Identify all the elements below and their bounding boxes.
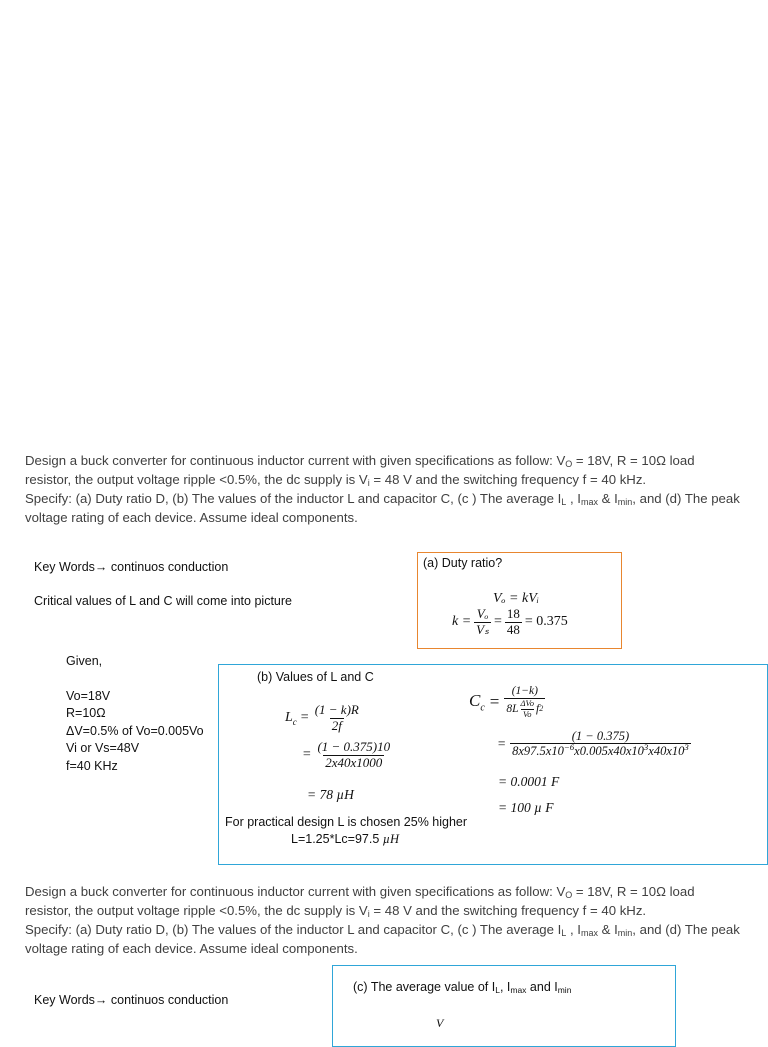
- problem-statement: [25, 451, 765, 527]
- lc-substitution: = $\frac{(1 - 0.375)10}{2x40x1000}$: [302, 739, 391, 770]
- duty-result: = 0.375: [524, 614, 568, 630]
- duty-ratio-title: (a) Duty ratio?: [423, 556, 503, 570]
- keywords-text: Key Words→ continuos conduction: [34, 560, 229, 574]
- given-label: Given,: [66, 654, 103, 668]
- problem-line-1: Design a buck converter for continuous inductor current with given specifications as follow: $V_O = 18V$, R = 10Ω load: [25, 884, 695, 900]
- lc-values-title: (b) Values of L and C: [257, 670, 374, 684]
- practical-note: For practical design L is chosen 25% higher: [225, 815, 468, 829]
- practical-value: L=1.25*Lc=97.5 µH: [291, 832, 399, 846]
- lc-values-box: [218, 664, 768, 865]
- given-item: R=10Ω: [66, 706, 106, 720]
- cc-result-2: = 100 µ F: [498, 800, 554, 815]
- given-block: [66, 653, 204, 775]
- duty-eq-1: Vₒ = kVᵢ: [493, 591, 539, 606]
- problem-line-3: Specify: (a) Duty ratio D, (b) The values of the inductor L and capacitor C, (c ) The average $I_L$ , $I_{max}$ & $I_{min}$, and (d) The peak: [25, 922, 740, 938]
- given-item: ΔV=0.5% of Vo=0.005Vo: [66, 723, 204, 738]
- given-item: f=40 KHz: [66, 758, 118, 773]
- average-values-box: [332, 965, 676, 1047]
- average-partial-formula: V: [436, 1016, 444, 1030]
- critical-values-text: Critical values of L and C will come into picture: [34, 594, 292, 608]
- keywords-text-repeat: Key Words→ continuos conduction: [34, 993, 229, 1007]
- cc-substitution: = $\frac{(1 - 0.375)}{8x97.5x10^{-6}x0.005x40x10^3x40x10^3}$: [497, 729, 689, 759]
- lc-result: = 78 µH: [307, 787, 354, 802]
- problem-line-4: voltage rating of each device. Assume ideal components.: [25, 941, 358, 956]
- given-item: Vo=18V: [66, 688, 111, 703]
- cc-formula: $C_c$ = (1−k) 8L $\frac{\text{ΔVo}}{Vo}$ f 2: [469, 685, 544, 719]
- duty-eq-2: k = $\frac{\text{Vₒ}}{\text{Vₛ}}$ = $\frac{18}{48}$ = 0.375: [452, 606, 568, 637]
- problem-line-4: voltage rating of each device. Assume ideal components.: [25, 510, 358, 525]
- given-item: Vi or Vs=48V: [66, 741, 140, 755]
- average-values-title: (c) The average value of $I_L$, $I_{max}$ and $I_{min}$: [353, 980, 572, 995]
- problem-line-2: resistor, the output voltage ripple <0.5%, the dc supply is $V_i = 48$ V and the switching frequency f = 40 kHz.: [25, 903, 647, 919]
- problem-statement-repeat: [25, 882, 765, 958]
- duty-ratio-box: [417, 552, 622, 649]
- problem-line-1: Design a buck converter for continuous inductor current with given specifications as follow: $V_O = 18V$, R = 10Ω load: [25, 453, 695, 469]
- cc-result-1: = 0.0001 F: [498, 774, 560, 789]
- problem-line-3: Specify: (a) Duty ratio D, (b) The values of the inductor L and capacitor C, (c ) The average $I_L$ , $I_{max}$ & $I_{min}$, and (d) The peak: [25, 491, 740, 507]
- problem-line-2: resistor, the output voltage ripple <0.5%, the dc supply is $V_i = 48$ V and the switching frequency f = 40 kHz.: [25, 472, 647, 488]
- lc-formula: $L_c$ = $\frac{(1 - k)R}{2f}$: [285, 702, 359, 733]
